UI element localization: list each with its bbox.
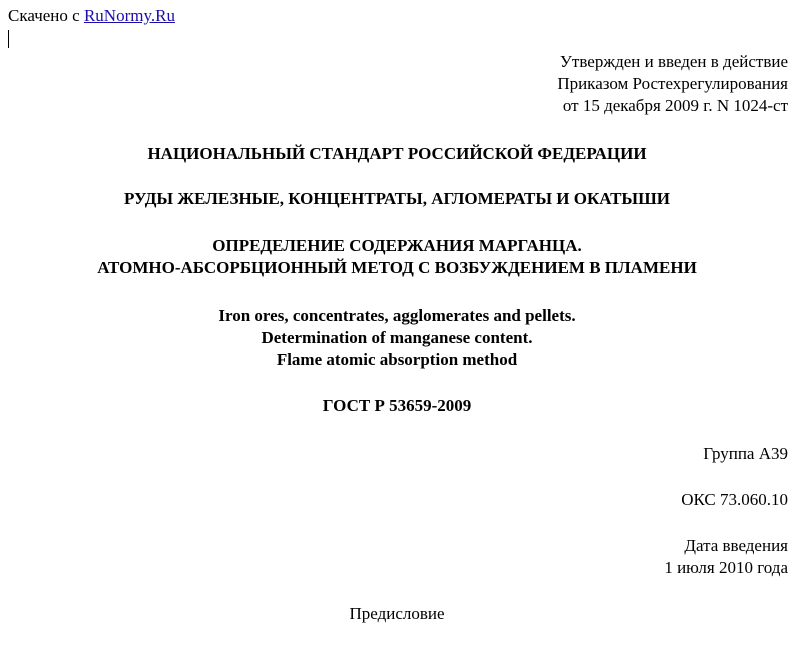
gost-number: ГОСТ Р 53659-2009 — [322, 396, 472, 415]
english-title-line-1: Iron ores, concentrates, agglomerates and pellets. — [218, 306, 576, 325]
group-code: Группа А39 — [703, 444, 788, 463]
introduction-date-label: Дата введения — [684, 536, 788, 555]
oks-code: ОКС 73.060.10 — [681, 490, 788, 509]
introduction-date-value: 1 июля 2010 года — [664, 558, 788, 577]
preface-heading: Предисловие — [349, 604, 445, 623]
source-link[interactable]: RuNormy.Ru — [83, 6, 175, 25]
approval-block — [557, 51, 788, 117]
approval-line-1: Утвержден и введен в действие — [559, 52, 788, 71]
source-line — [8, 6, 175, 26]
method-title-line-2: АТОМНО-АБСОРБЦИОННЫЙ МЕТОД С ВОЗБУЖДЕНИЕМ В ПЛАМЕНИ — [97, 258, 697, 277]
text-cursor — [8, 30, 9, 48]
source-prefix: Скачено с — [8, 6, 84, 25]
national-standard-title: НАЦИОНАЛЬНЫЙ СТАНДАРТ РОССИЙСКОЙ ФЕДЕРАЦИИ — [147, 144, 647, 163]
subject-title: РУДЫ ЖЕЛЕЗНЫЕ, КОНЦЕНТРАТЫ, АГЛОМЕРАТЫ И ОКАТЫШИ — [123, 189, 671, 208]
introduction-date — [664, 535, 788, 579]
english-title-line-3: Flame atomic absorption method — [276, 350, 518, 369]
approval-line-2: Приказом Ростехрегулирования — [557, 74, 788, 93]
method-title — [0, 235, 794, 279]
english-title-line-2: Determination of manganese content. — [261, 328, 533, 347]
method-title-line-1: ОПРЕДЕЛЕНИЕ СОДЕРЖАНИЯ МАРГАНЦА. — [212, 236, 582, 255]
english-title — [0, 305, 794, 371]
approval-line-3: от 15 декабря 2009 г. N 1024-ст — [562, 96, 788, 115]
